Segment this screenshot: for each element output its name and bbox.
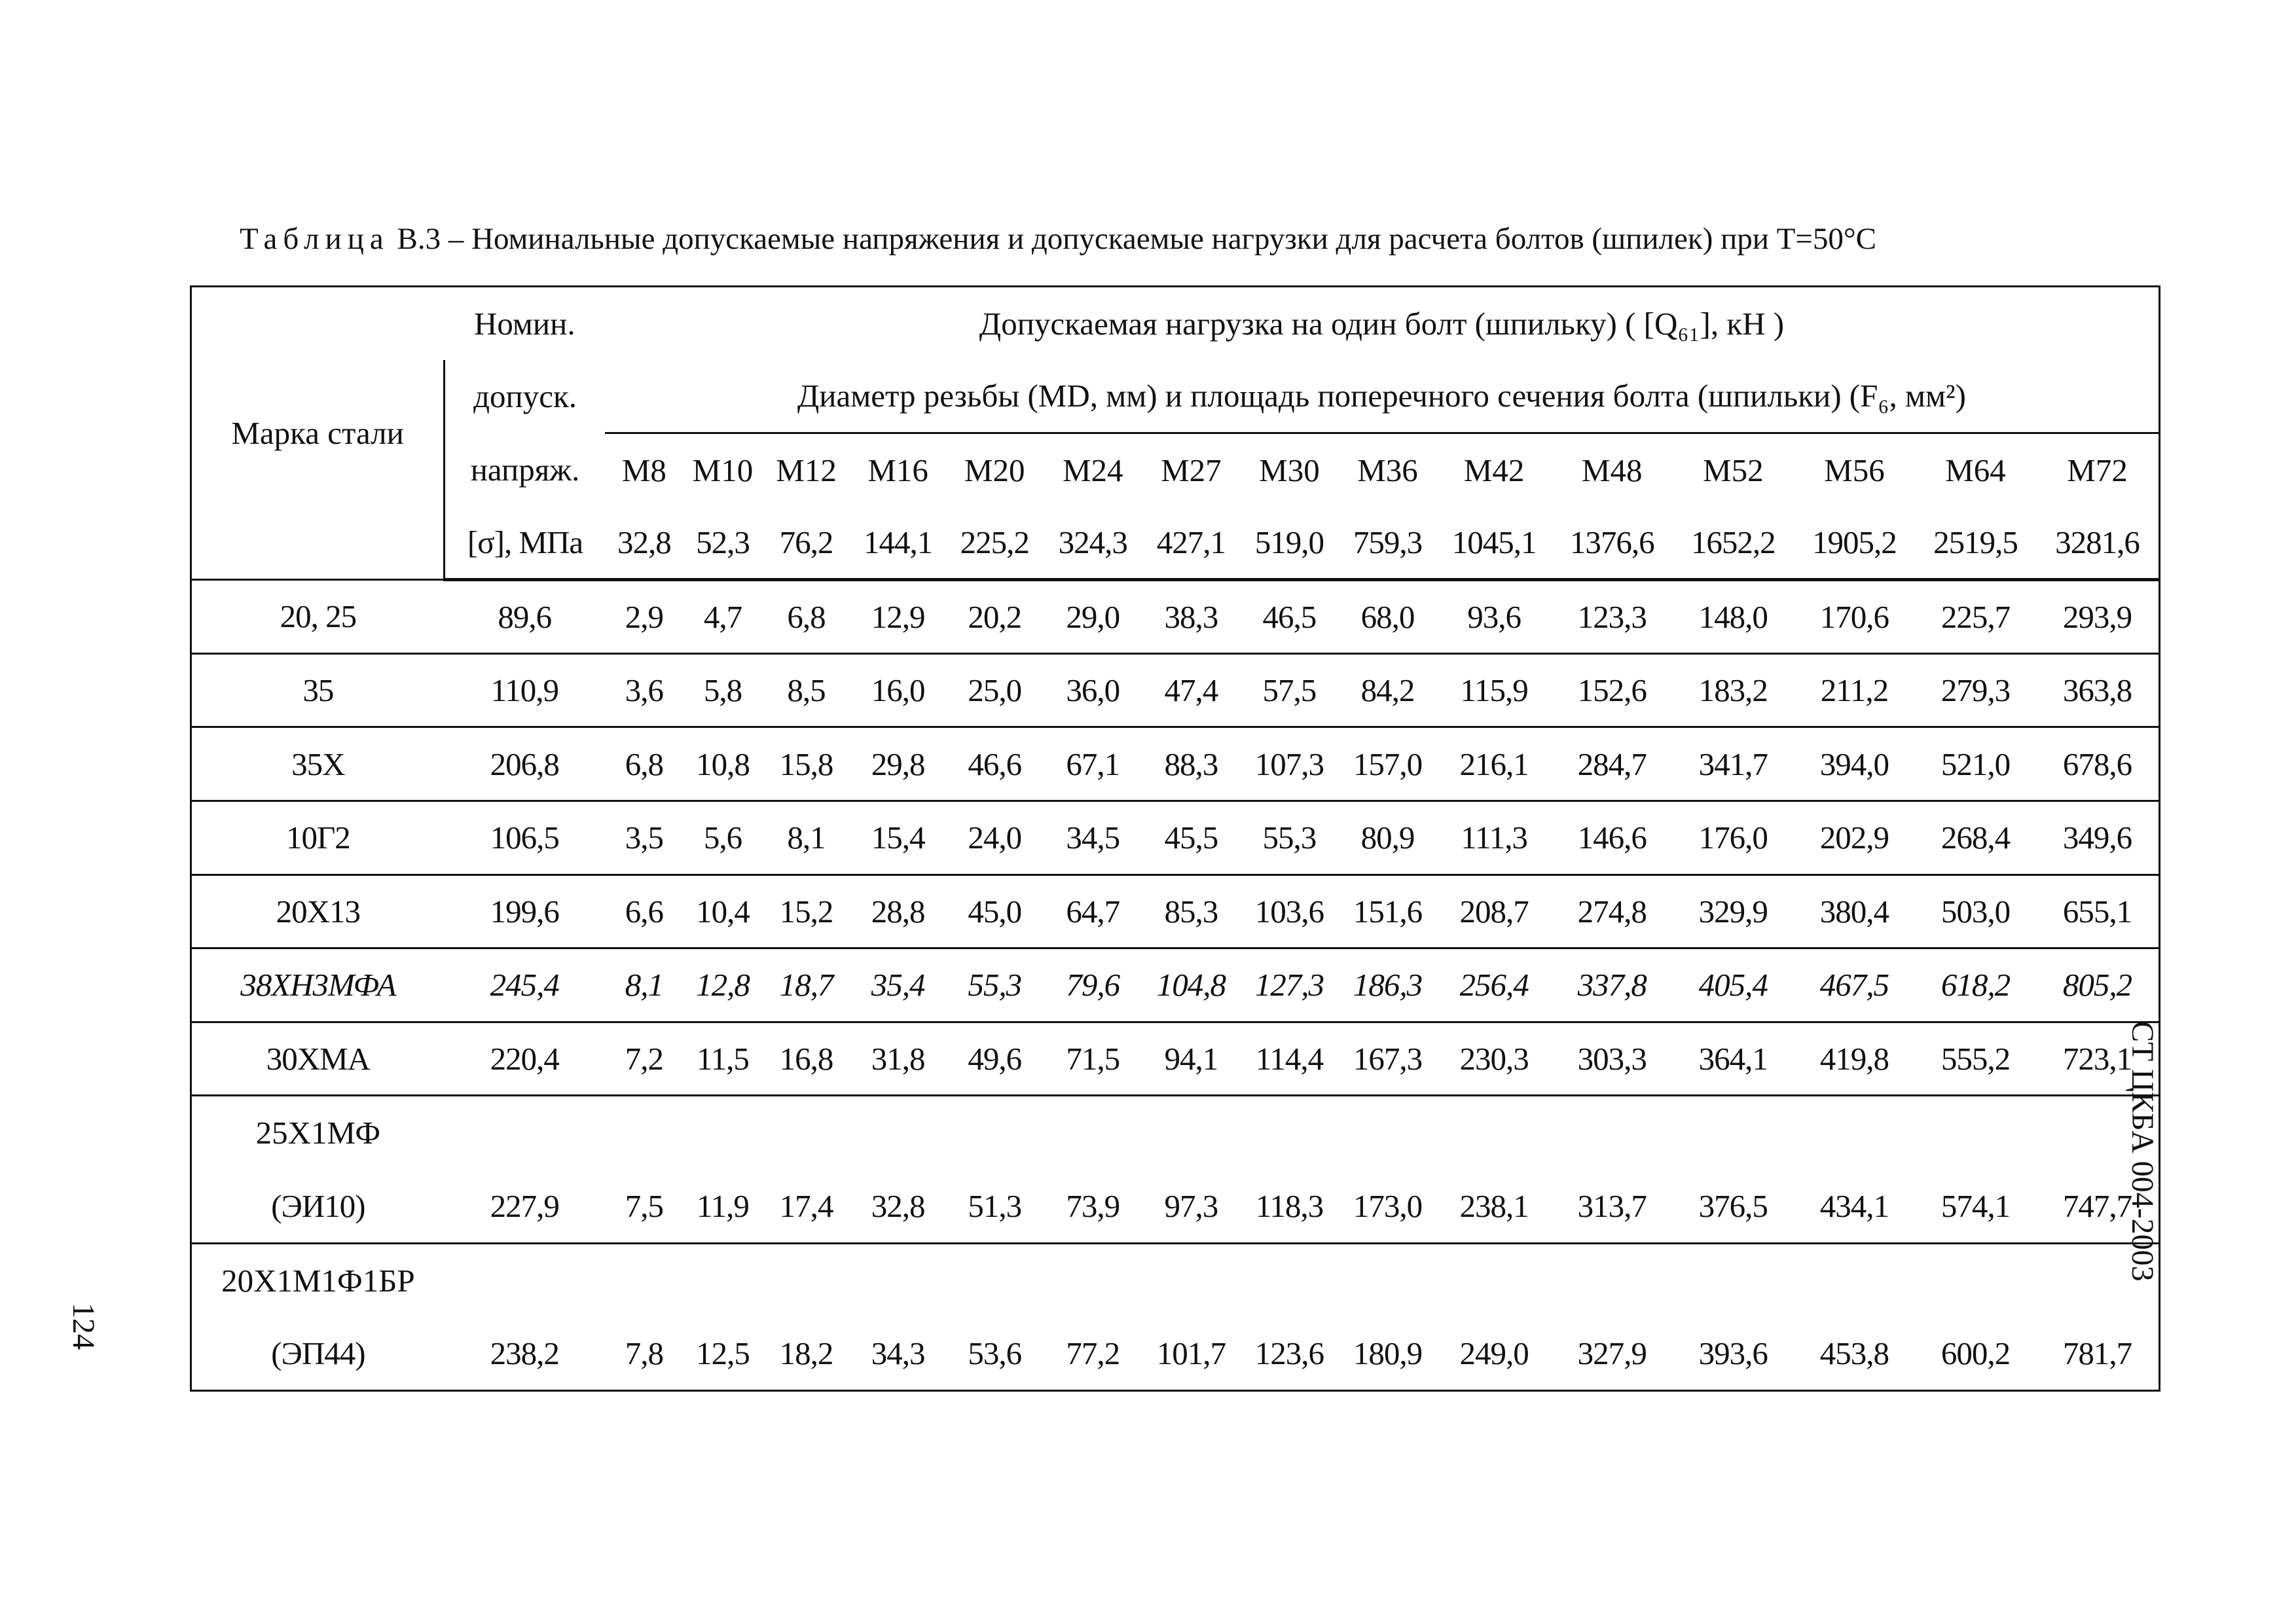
load-value: 97,3	[1142, 1170, 1240, 1244]
load-value: 51,3	[945, 1170, 1044, 1244]
load-value: 93,6	[1437, 580, 1552, 654]
load-value: 46,6	[945, 727, 1044, 801]
load-value: 7,8	[605, 1317, 683, 1391]
load-value: 6,6	[605, 875, 683, 948]
allowable-stress: 220,4	[445, 1022, 605, 1096]
load-value: 85,3	[1142, 875, 1240, 948]
load-value: 6,8	[605, 727, 683, 801]
load-value: 249,0	[1437, 1317, 1552, 1391]
steel-grade: 20Х13	[191, 875, 445, 948]
load-value: 55,3	[1240, 801, 1338, 875]
header-area-5: 324,3	[1044, 507, 1142, 580]
load-value: 47,4	[1142, 653, 1240, 727]
load-value: 11,9	[683, 1170, 762, 1244]
table-row	[191, 727, 2160, 801]
load-value: 467,5	[1794, 948, 1915, 1022]
allowable-stress: 245,4	[445, 948, 605, 1022]
header-size-13: M64	[1945, 452, 2006, 488]
load-value: 114,4	[1240, 1022, 1338, 1096]
allowable-stress: 206,8	[445, 727, 605, 801]
load-value: 329,9	[1673, 875, 1794, 948]
load-value: 6,8	[762, 580, 850, 654]
allowable-stress: 106,5	[445, 801, 605, 875]
load-value: 337,8	[1552, 948, 1673, 1022]
load-value: 84,2	[1338, 653, 1436, 727]
load-value: 2,9	[605, 580, 683, 654]
document-code: СТ ЦКБА 004-2003	[2125, 1021, 2160, 1282]
load-value: 176,0	[1673, 801, 1794, 875]
load-value: 101,7	[1142, 1317, 1240, 1391]
load-value: 419,8	[1794, 1022, 1915, 1096]
load-value: 123,3	[1552, 580, 1673, 654]
header-size-1: M10	[692, 452, 754, 488]
page-number: 124	[66, 1303, 101, 1350]
load-value: 364,1	[1673, 1022, 1794, 1096]
header-area-13: 2519,5	[1915, 507, 2036, 580]
load-value: 53,6	[945, 1317, 1044, 1391]
load-value: 173,0	[1338, 1170, 1436, 1244]
header-area-3: 144,1	[850, 507, 945, 580]
load-value: 15,2	[762, 875, 850, 948]
load-value: 15,4	[850, 801, 945, 875]
load-value: 68,0	[1338, 580, 1436, 654]
header-size-12: M56	[1824, 452, 1885, 488]
allowable-stress: 238,2	[445, 1317, 605, 1391]
load-value: 167,3	[1338, 1022, 1436, 1096]
load-value: 453,8	[1794, 1317, 1915, 1391]
load-value: 618,2	[1915, 948, 2036, 1022]
load-value: 12,5	[683, 1317, 762, 1391]
load-value: 211,2	[1794, 653, 1915, 727]
blank-cell	[445, 1243, 605, 1317]
table-row	[191, 1096, 2160, 1170]
header-area-7: 519,0	[1240, 507, 1338, 580]
header-size-5: M24	[1062, 452, 1123, 488]
load-value: 45,5	[1142, 801, 1240, 875]
load-value: 64,7	[1044, 875, 1142, 948]
load-value: 152,6	[1552, 653, 1673, 727]
load-value: 104,8	[1142, 948, 1240, 1022]
load-value: 16,0	[850, 653, 945, 727]
header-stress-4: [σ], МПа	[445, 507, 605, 580]
load-value: 79,6	[1044, 948, 1142, 1022]
load-value: 256,4	[1437, 948, 1552, 1022]
load-value: 10,8	[683, 727, 762, 801]
load-value: 8,1	[605, 948, 683, 1022]
header-area-4: 225,2	[945, 507, 1044, 580]
load-value: 151,6	[1338, 875, 1436, 948]
header-size-6: M27	[1161, 452, 1222, 488]
header-area-0: 32,8	[605, 507, 683, 580]
header-area-6: 427,1	[1142, 507, 1240, 580]
load-value: 107,3	[1240, 727, 1338, 801]
load-value: 574,1	[1915, 1170, 2036, 1244]
load-value: 80,9	[1338, 801, 1436, 875]
load-value: 146,6	[1552, 801, 1673, 875]
steel-grade: 35Х	[191, 727, 445, 801]
load-value: 111,3	[1437, 801, 1552, 875]
load-value: 434,1	[1794, 1170, 1915, 1244]
load-value: 183,2	[1673, 653, 1794, 727]
load-value: 279,3	[1915, 653, 2036, 727]
allowable-stress: 227,9	[445, 1170, 605, 1244]
load-value: 781,7	[2036, 1317, 2159, 1391]
load-value: 313,7	[1552, 1170, 1673, 1244]
load-value: 45,0	[945, 875, 1044, 948]
load-value: 216,1	[1437, 727, 1552, 801]
load-value: 5,6	[683, 801, 762, 875]
bolt-load-table	[190, 285, 2160, 1392]
header-size-10: M48	[1581, 452, 1643, 488]
load-value: 17,4	[762, 1170, 850, 1244]
table-row	[191, 1022, 2160, 1096]
load-value: 38,3	[1142, 580, 1240, 654]
steel-grade-line2: (ЭИ10)	[191, 1170, 445, 1244]
load-value: 327,9	[1552, 1317, 1673, 1391]
load-value: 225,7	[1915, 580, 2036, 654]
steel-grade: 30ХМА	[191, 1022, 445, 1096]
load-value: 73,9	[1044, 1170, 1142, 1244]
header-area-1: 52,3	[683, 507, 762, 580]
load-value: 208,7	[1437, 875, 1552, 948]
steel-grade: 38ХН3МФА	[191, 948, 445, 1022]
header-area-14: 3281,6	[2036, 507, 2159, 580]
load-value: 4,7	[683, 580, 762, 654]
load-value: 405,4	[1673, 948, 1794, 1022]
header-area-11: 1652,2	[1673, 507, 1794, 580]
load-value: 16,8	[762, 1022, 850, 1096]
load-value: 380,4	[1794, 875, 1915, 948]
header-area-8: 759,3	[1338, 507, 1436, 580]
load-value: 170,6	[1794, 580, 1915, 654]
load-value: 118,3	[1240, 1170, 1338, 1244]
load-value: 29,0	[1044, 580, 1142, 654]
table-row	[191, 580, 2160, 654]
header-size-3: M16	[867, 452, 928, 488]
load-value: 393,6	[1673, 1317, 1794, 1391]
load-value: 94,1	[1142, 1022, 1240, 1096]
load-value: 10,4	[683, 875, 762, 948]
load-value: 8,5	[762, 653, 850, 727]
load-value: 36,0	[1044, 653, 1142, 727]
load-value: 34,3	[850, 1317, 945, 1391]
table-caption	[240, 221, 1876, 257]
load-value: 284,7	[1552, 727, 1673, 801]
load-value: 655,1	[2036, 875, 2159, 948]
header-stress-2: допуск.	[445, 360, 605, 433]
load-value: 67,1	[1044, 727, 1142, 801]
load-value: 12,9	[850, 580, 945, 654]
load-value: 77,2	[1044, 1317, 1142, 1391]
load-value: 341,7	[1673, 727, 1794, 801]
load-value: 20,2	[945, 580, 1044, 654]
steel-grade: 20, 25	[191, 580, 445, 654]
load-value: 186,3	[1338, 948, 1436, 1022]
load-value: 71,5	[1044, 1022, 1142, 1096]
load-value: 7,5	[605, 1170, 683, 1244]
header-stress-3: напряж.	[445, 433, 605, 507]
load-value: 123,6	[1240, 1317, 1338, 1391]
load-value: 7,2	[605, 1022, 683, 1096]
caption-lead: Таблица	[240, 222, 390, 256]
load-value: 3,5	[605, 801, 683, 875]
load-value: 555,2	[1915, 1022, 2036, 1096]
caption-text: В.3 – Номинальные допускаемые напряжения и допускаемые нагрузки для расчета болтов (шпилек) при Т=50°С	[397, 222, 1877, 256]
load-value: 35,4	[850, 948, 945, 1022]
load-value: 31,8	[850, 1022, 945, 1096]
load-value: 18,2	[762, 1317, 850, 1391]
load-value: 3,6	[605, 653, 683, 727]
load-value: 127,3	[1240, 948, 1338, 1022]
load-value: 293,9	[2036, 580, 2159, 654]
load-value: 274,8	[1552, 875, 1673, 948]
table-row	[191, 875, 2160, 948]
header-diameter-title: Диаметр резьбы (MD, мм) и площадь поперечного сечения болта (шпильки) (F₆, мм²)	[605, 360, 2160, 433]
header-area-10: 1376,6	[1552, 507, 1673, 580]
load-value: 521,0	[1915, 727, 2036, 801]
blank-cell	[445, 1096, 605, 1170]
load-value: 88,3	[1142, 727, 1240, 801]
table-row	[191, 653, 2160, 727]
load-value: 18,7	[762, 948, 850, 1022]
load-value: 180,9	[1338, 1317, 1436, 1391]
blank-cell	[605, 1096, 2160, 1170]
steel-grade: 35	[191, 653, 445, 727]
load-value: 25,0	[945, 653, 1044, 727]
steel-grade-line1: 25Х1МФ	[191, 1096, 445, 1170]
load-value: 57,5	[1240, 653, 1338, 727]
load-value: 394,0	[1794, 727, 1915, 801]
load-value: 55,3	[945, 948, 1044, 1022]
header-load-title: Допускаемая нагрузка на один болт (шпильку) ( [Q₆₁], кН )	[605, 287, 2160, 360]
load-value: 157,0	[1338, 727, 1436, 801]
load-value: 34,5	[1044, 801, 1142, 875]
load-value: 600,2	[1915, 1317, 2036, 1391]
header-size-14: M72	[2036, 433, 2159, 507]
header-size-0: M8	[621, 452, 666, 488]
load-value: 29,8	[850, 727, 945, 801]
load-value: 8,1	[762, 801, 850, 875]
load-value: 24,0	[945, 801, 1044, 875]
load-value: 376,5	[1673, 1170, 1794, 1244]
load-value: 15,8	[762, 727, 850, 801]
load-value: 28,8	[850, 875, 945, 948]
load-value: 349,6	[2036, 801, 2159, 875]
header-size-4: M20	[964, 452, 1025, 488]
allowable-stress: 89,6	[445, 580, 605, 654]
load-value: 723,1	[2036, 1022, 2159, 1096]
load-value: 230,3	[1437, 1022, 1552, 1096]
steel-grade: 10Г2	[191, 801, 445, 875]
load-value: 503,0	[1915, 875, 2036, 948]
load-value: 363,8	[2036, 653, 2159, 727]
load-value: 303,3	[1552, 1022, 1673, 1096]
load-value: 115,9	[1437, 653, 1552, 727]
load-value: 5,8	[683, 653, 762, 727]
header-area-2: 76,2	[762, 507, 850, 580]
table-row	[191, 1317, 2160, 1391]
load-value: 103,6	[1240, 875, 1338, 948]
load-value: 747,7	[2036, 1170, 2159, 1244]
load-value: 268,4	[1915, 801, 2036, 875]
header-grade: Марка стали	[191, 287, 445, 580]
header-size-7: M30	[1259, 452, 1320, 488]
load-value: 202,9	[1794, 801, 1915, 875]
load-value: 12,8	[683, 948, 762, 1022]
load-value: 148,0	[1673, 580, 1794, 654]
header-stress-1: Номин.	[445, 287, 605, 360]
load-value: 805,2	[2036, 948, 2159, 1022]
load-value: 11,5	[683, 1022, 762, 1096]
steel-grade-line1: 20Х1М1Ф1БР	[191, 1243, 445, 1317]
table-row	[191, 1243, 2160, 1317]
load-value: 678,6	[2036, 727, 2159, 801]
table-row	[191, 801, 2160, 875]
load-value: 49,6	[945, 1022, 1044, 1096]
header-size-2: M12	[776, 452, 837, 488]
header-size-9: M42	[1463, 452, 1525, 488]
allowable-stress: 199,6	[445, 875, 605, 948]
steel-grade-line2: (ЭП44)	[191, 1317, 445, 1391]
header-size-11: M52	[1703, 452, 1764, 488]
header-area-12: 1905,2	[1794, 507, 1915, 580]
load-value: 46,5	[1240, 580, 1338, 654]
header-size-8: M36	[1357, 452, 1418, 488]
load-value: 32,8	[850, 1170, 945, 1244]
allowable-stress: 110,9	[445, 653, 605, 727]
table-row	[191, 1170, 2160, 1244]
blank-cell	[605, 1243, 2160, 1317]
table-row	[191, 948, 2160, 1022]
load-value: 238,1	[1437, 1170, 1552, 1244]
header-area-9: 1045,1	[1437, 507, 1552, 580]
